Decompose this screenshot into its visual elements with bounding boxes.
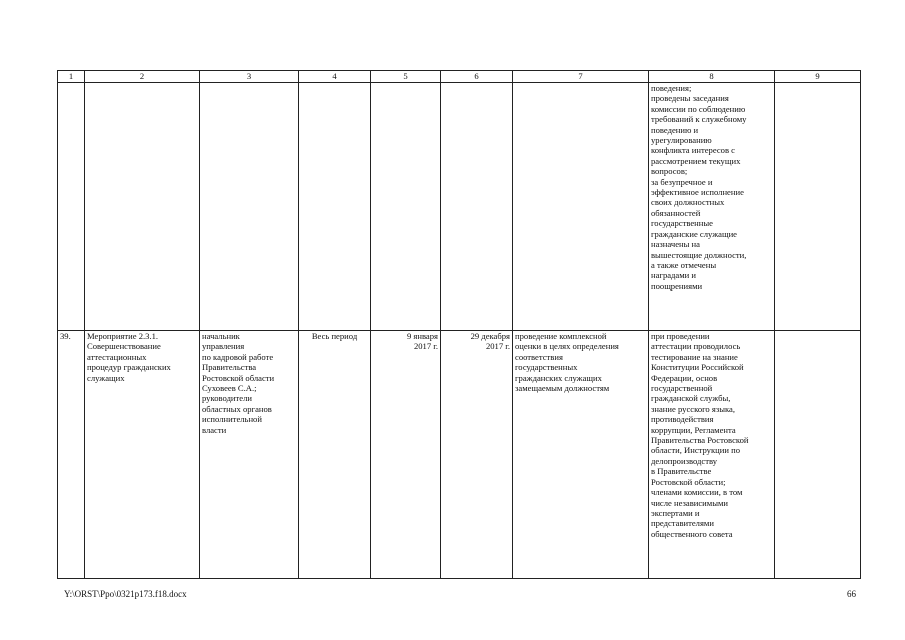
text-line: гражданских служащих bbox=[515, 372, 602, 383]
text-line: требований к служебному bbox=[651, 114, 747, 125]
text-line: 2017 г. bbox=[485, 341, 510, 352]
text-line: за безупречное и bbox=[651, 176, 713, 187]
text-line: управления bbox=[202, 341, 245, 352]
column-number: 7 bbox=[513, 71, 649, 83]
text-line: экспертами и bbox=[651, 507, 700, 518]
text-line: рассмотрением текущих bbox=[651, 155, 741, 166]
results-cell bbox=[649, 83, 775, 331]
text-line: аттестационных bbox=[87, 351, 147, 362]
empty-cell bbox=[299, 83, 371, 331]
text-line: по кадровой работе bbox=[202, 351, 274, 362]
column-number-row bbox=[58, 71, 861, 83]
text-line: представителями bbox=[651, 518, 714, 529]
empty-cell bbox=[441, 83, 513, 331]
text-line: проведены заседания bbox=[651, 93, 729, 104]
text-line: исполнительной bbox=[202, 414, 262, 425]
text-line: вышестоящие должности, bbox=[651, 249, 747, 260]
text-line: проведение комплексной bbox=[515, 331, 607, 341]
text-line: Конституции Российской bbox=[651, 362, 744, 373]
text-line: 29 декабря bbox=[470, 331, 510, 341]
column-number: 1 bbox=[58, 71, 85, 83]
empty-cell bbox=[513, 83, 649, 331]
text-line: а также отмечены bbox=[651, 259, 717, 270]
text-line: поведения; bbox=[651, 83, 692, 93]
text-line: противодействия bbox=[651, 414, 714, 425]
text-line: государственные bbox=[651, 218, 713, 229]
text-line: обязанностей bbox=[651, 207, 701, 218]
text-line: замещаемым должностям bbox=[515, 383, 610, 394]
text-line: вопросов; bbox=[651, 166, 688, 177]
activity-cell bbox=[85, 331, 200, 579]
text-line: власти bbox=[202, 424, 227, 435]
start-date-cell bbox=[371, 331, 441, 579]
text-line: области, Инструкции по bbox=[651, 445, 741, 456]
column-number: 6 bbox=[441, 71, 513, 83]
column-number: 2 bbox=[85, 71, 200, 83]
text-line: урегулированию bbox=[651, 135, 712, 146]
column-number: 9 bbox=[775, 71, 861, 83]
empty-cell bbox=[85, 83, 200, 331]
text-line: гражданские служащие bbox=[651, 228, 737, 239]
text-line: Мероприятие 2.3.1. bbox=[87, 331, 159, 341]
text-line: служащих bbox=[87, 372, 125, 383]
text-line: соответствия bbox=[515, 351, 563, 362]
results-cell bbox=[649, 331, 775, 579]
text-line: числе независимыми bbox=[651, 497, 729, 508]
text-line: общественного совета bbox=[651, 528, 733, 539]
table-row-39 bbox=[58, 331, 861, 579]
column-number: 4 bbox=[299, 71, 371, 83]
text-line: процедур гражданских bbox=[87, 362, 171, 373]
text-line: поощрениями bbox=[651, 280, 703, 291]
continuation-row bbox=[58, 83, 861, 331]
text-line: 9 января bbox=[406, 331, 438, 341]
text-line: Совершенствование bbox=[87, 341, 161, 352]
report-table bbox=[57, 70, 861, 579]
text-line: наградами и bbox=[651, 270, 697, 281]
notes-cell bbox=[775, 331, 861, 579]
text-line: Ростовской области bbox=[202, 372, 275, 383]
text-line: гражданской службы, bbox=[651, 393, 731, 404]
text-line: назначены на bbox=[651, 239, 700, 250]
footer-file-path: Y:\ORST\Ppo\0321p173.f18.docx bbox=[64, 589, 187, 599]
column-number: 5 bbox=[371, 71, 441, 83]
text-line: при проведении bbox=[651, 331, 710, 341]
text-line: государственных bbox=[515, 362, 578, 373]
text-line: комиссии по соблюдению bbox=[651, 103, 746, 114]
text-line: 2017 г. bbox=[413, 341, 438, 352]
text-line: членами комиссии, в том bbox=[651, 487, 743, 498]
text-line: в Правительстве bbox=[651, 466, 712, 477]
column-number: 8 bbox=[649, 71, 775, 83]
text-line: Ростовской области; bbox=[651, 476, 726, 487]
empty-cell bbox=[371, 83, 441, 331]
text-line: делопроизводству bbox=[651, 455, 718, 466]
text-line: Правительства Ростовской bbox=[651, 435, 749, 446]
text-line: руководители bbox=[202, 393, 252, 404]
period-cell: Весь период bbox=[299, 331, 371, 579]
empty-cell bbox=[58, 83, 85, 331]
text-line: областных органов bbox=[202, 403, 272, 414]
column-number: 3 bbox=[200, 71, 299, 83]
text-line: поведению и bbox=[651, 124, 699, 135]
text-line: аттестации проводилось bbox=[651, 341, 741, 352]
text-line: Правительства bbox=[202, 362, 257, 373]
empty-cell bbox=[775, 83, 861, 331]
text-line: начальник bbox=[202, 331, 240, 341]
row-number: 39. bbox=[58, 331, 85, 579]
text-line: своих должностных bbox=[651, 197, 725, 208]
text-line: Федерации, основ bbox=[651, 372, 718, 383]
text-line: коррупции, Регламента bbox=[651, 424, 736, 435]
responsible-cell bbox=[200, 331, 299, 579]
page-number: 66 bbox=[847, 589, 856, 599]
text-line: конфликта интересов с bbox=[651, 145, 735, 156]
text-line: эффективное исполнение bbox=[651, 187, 744, 198]
text-line: знание русского языка, bbox=[651, 403, 735, 414]
empty-cell bbox=[200, 83, 299, 331]
text-line: государственной bbox=[651, 383, 713, 394]
expected-result-cell bbox=[513, 331, 649, 579]
text-line: Суховеев С.А.; bbox=[202, 383, 257, 394]
text-line: тестирование на знание bbox=[651, 351, 738, 362]
text-line: оценки в целях определения bbox=[515, 341, 619, 352]
end-date-cell bbox=[441, 331, 513, 579]
